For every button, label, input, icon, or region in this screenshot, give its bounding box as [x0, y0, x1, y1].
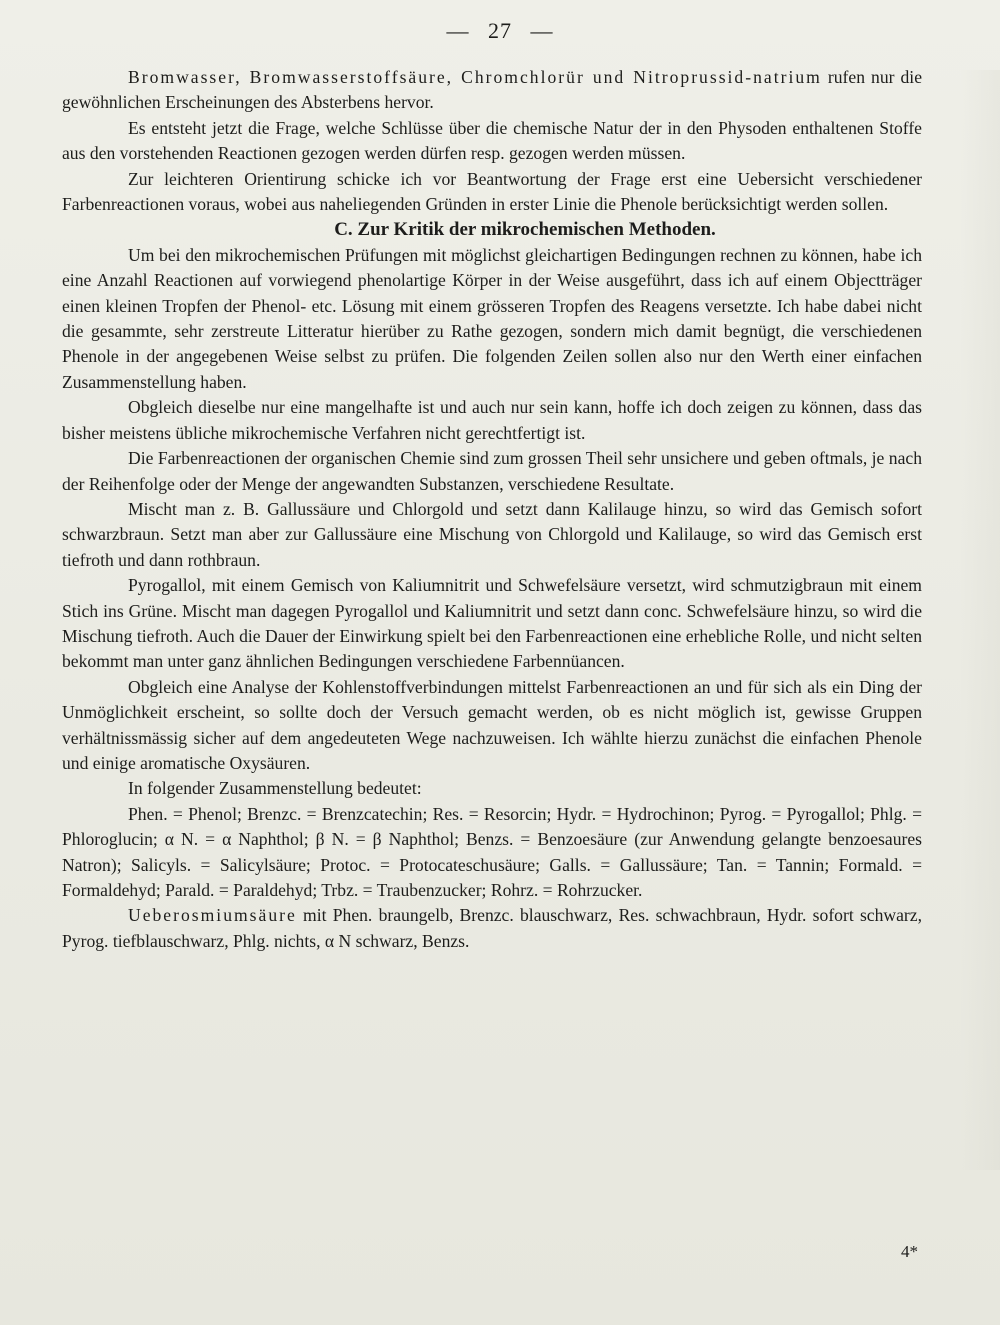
paragraph: [62, 903, 922, 954]
signature-mark: 4*: [901, 1242, 918, 1261]
spaced-lead-text: Bromwasser, Bromwasserstoffsäure, Chromchlorür und Nitroprussid-natrium: [128, 67, 822, 87]
section-heading: C. Zur Kritik der mikrochemischen Methoden.: [334, 219, 716, 241]
header-dash-right: —: [530, 18, 554, 43]
paragraph: Pyrogallol, mit einem Gemisch von Kaliumnitrit und Schwefelsäure versetzt, wird schmutzigbraun mit einem Stich ins Grüne. Mischt man dagegen Pyrogallol und Kaliumnitrit und setzt dann conc. Schwefelsäure hinzu, so wird die Mischung tiefroth. Auch die Dauer der Einwirkung spielt bei den Farbenreactionen eine erhebliche Rolle, und nicht selten bekommt man unter ganz ähnlichen Bedingungen verschiedene Farbennüancen.: [62, 575, 922, 672]
body-text: [62, 65, 922, 954]
paragraph: [62, 65, 922, 116]
abbreviation-list: Phen. = Phenol; Brenzc. = Brenzcatechin; Res. = Resorcin; Hydr. = Hydrochinon; Pyrog. = Pyrogallol; Phlg. = Phloroglucin; α N. = α Naphthol; β N. = β Naphthol; Benzs. = Benzoesäure (zur Anwendung gelangte benzoesaures Natron); Salicyls. = Salicylsäure; Protoc. = Protocateschusäure; Galls. = Gallussäure; Tan. = Tannin; Formald. = Formaldehyd; Parald. = Paraldehyd; Trbz. = Traubenzucker; Rohrz. = Rohrzucker.: [62, 803, 922, 900]
page-header: [0, 18, 1000, 44]
paragraph: Zur leichteren Orientirung schicke ich vor Beantwortung der Frage erst eine Uebersicht verschiedener Farbenreactionen voraus, wobei aus naheliegenden Gründen in erster Linie die Phenole berücksichtigt werden sollen.: [62, 168, 922, 215]
spaced-lead-text: Ueberosmiumsäure: [128, 905, 297, 926]
paragraph: Mischt man z. B. Gallussäure und Chlorgold und setzt dann Kalilauge hinzu, so wird das Gemisch sofort schwarzbraun. Setzt man aber zur Gallussäure eine Mischung von Chlorgold und Kalilauge, so wird das Gemisch erst tiefroth und dann rothbraun.: [62, 498, 922, 570]
paragraph: Obgleich eine Analyse der Kohlenstoffverbindungen mittelst Farbenreactionen an und für sich als ein Ding der Unmöglichkeit erscheint, so sollte doch der Versuch gemacht werden, ob es nicht möglich ist, gewisse Gruppen verhältnissmässig sicher auf dem angedeuteten Wege nachzuweisen. Ich wählte hierzu zunächst die einfachen Phenole und einige aromatische Oxysäuren.: [62, 676, 922, 773]
paragraph: Um bei den mikrochemischen Prüfungen mit möglichst gleichartigen Bedingungen rechnen zu können, habe ich eine Anzahl Reactionen auf vorwiegend phenolartige Körper in der Weise ausgeführt, dass ich auf einem Objectträger einen kleinen Tropfen der Phenol- etc. Lösung mit einem grösseren Tropfen des Reagens versetzte. Ich habe dabei nicht die gesammte, sehr zerstreute Litteratur hierüber zu Rathe gezogen, sondern mich damit begnügt, die verschiedenen Phenole in der angegebenen Weise selbst zu prüfen. Die folgenden Zeilen sollen also nur den Werth einer einfachen Zusammenstellung haben.: [62, 244, 922, 392]
page-number: 27: [488, 18, 512, 43]
paragraph: Die Farbenreactionen der organischen Chemie sind zum grossen Theil sehr unsichere und geben oftmals, je nach der Reihenfolge oder der Menge der angewandten Substanzen, verschiedene Resultate.: [62, 448, 922, 494]
paragraph: Es entsteht jetzt die Frage, welche Schlüsse über die chemische Natur der in den Physoden enthaltenen Stoffe aus den vorstehenden Reactionen gezogen werden dürfen resp. gezogen werden müssen.: [62, 117, 922, 164]
header-dash-left: —: [446, 18, 470, 43]
paragraph: In folgender Zusammenstellung bedeutet:: [128, 778, 422, 799]
paragraph: Obgleich dieselbe nur eine mangelhafte ist und auch nur sein kann, hoffe ich doch zeigen zu können, dass das bisher meistens übliche mikrochemische Verfahren nicht gerechtfertigt ist.: [62, 397, 922, 443]
paragraph-text: rufen nur die gewöhnlichen Erscheinungen des Absterbens hervor.: [62, 67, 923, 113]
page-edge-shadow: [960, 70, 1000, 1170]
paragraph-text: mit Phen. braungelb, Brenzc. blauschwarz, Res. schwachbraun, Hydr. sofort schwarz, Pyrog. tiefblauschwarz, Phlg. nichts, α N schwarz, Benzs.: [62, 905, 922, 951]
